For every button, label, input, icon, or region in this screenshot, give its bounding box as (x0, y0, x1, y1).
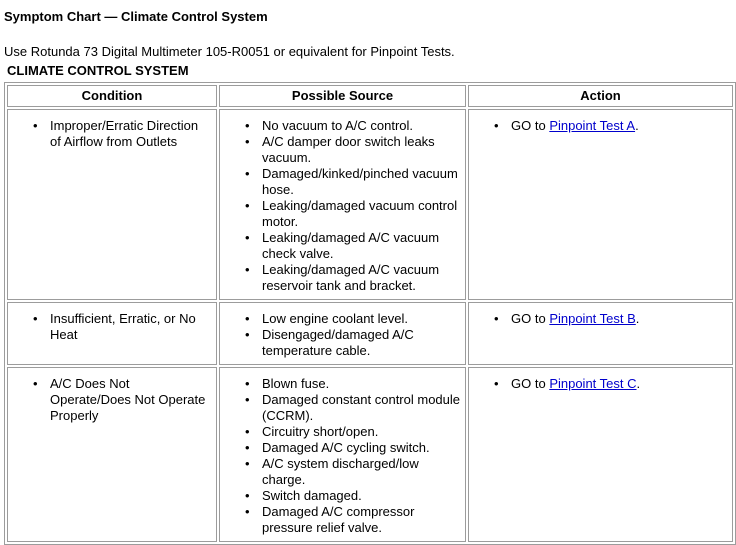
action-item (469, 118, 728, 134)
table-row (7, 367, 733, 542)
column-header-action: Action (468, 85, 733, 107)
list-item: • A/C system discharged/low charge. (220, 456, 461, 488)
list-item: • Leaking/damaged A/C vacuum reservoir tank and bracket. (220, 262, 461, 294)
page-title: Symptom Chart — Climate Control System (4, 9, 268, 24)
condition-cell (7, 109, 217, 300)
condition-text: • Improper/Erratic Direction of Airflow from Outlets (8, 118, 212, 150)
condition-cell (7, 302, 217, 365)
action-suffix: . (635, 118, 639, 133)
action-suffix: . (635, 311, 640, 326)
header-row (7, 85, 733, 107)
action-prefix: GO to (511, 311, 546, 326)
condition-text: • A/C Does Not Operate/Does Not Operate Properly (8, 376, 212, 424)
pinpoint-test-link[interactable]: Pinpoint Test B (549, 311, 636, 326)
list-item: • Disengaged/damaged A/C temperature cable. (220, 327, 461, 359)
action-prefix: GO to (511, 118, 546, 133)
pinpoint-test-link[interactable]: Pinpoint Test C (549, 376, 637, 391)
list-item: • Leaking/damaged vacuum control motor. (220, 198, 461, 230)
list-item: • Damaged constant control module (CCRM). (220, 392, 461, 424)
section-title: CLIMATE CONTROL SYSTEM (7, 63, 189, 78)
action-suffix: . (636, 376, 641, 391)
list-item: • Blown fuse. (220, 376, 461, 392)
action-cell (468, 302, 733, 365)
pinpoint-test-link[interactable]: Pinpoint Test A (549, 118, 636, 133)
intro-text: Use Rotunda 73 Digital Multimeter 105-R0051 or equivalent for Pinpoint Tests. (4, 44, 455, 59)
column-header-condition: Condition (7, 85, 217, 107)
list-item: • Damaged/kinked/pinched vacuum hose. (220, 166, 461, 198)
list-item: • Damaged A/C compressor pressure relief valve. (220, 504, 461, 536)
list-item: • A/C damper door switch leaks vacuum. (220, 134, 461, 166)
action-item (469, 376, 728, 392)
possible-source-cell (219, 109, 466, 300)
action-item (469, 311, 728, 327)
table-row (7, 302, 733, 365)
condition-text: • Insufficient, Erratic, or No Heat (8, 311, 212, 343)
column-header-possible-source: Possible Source (219, 85, 466, 107)
list-item: • No vacuum to A/C control. (220, 118, 461, 134)
list-item: • Damaged A/C cycling switch. (220, 440, 461, 456)
action-cell (468, 109, 733, 300)
action-cell (468, 367, 733, 542)
list-item: • Leaking/damaged A/C vacuum check valve. (220, 230, 461, 262)
possible-source-cell (219, 367, 466, 542)
list-item: • Switch damaged. (220, 488, 461, 504)
list-item: • Low engine coolant level. (220, 311, 461, 327)
symptom-table (4, 82, 736, 545)
possible-source-cell (219, 302, 466, 365)
table-row (7, 109, 733, 300)
list-item: • Circuitry short/open. (220, 424, 461, 440)
condition-cell (7, 367, 217, 542)
action-prefix: GO to (511, 376, 546, 391)
